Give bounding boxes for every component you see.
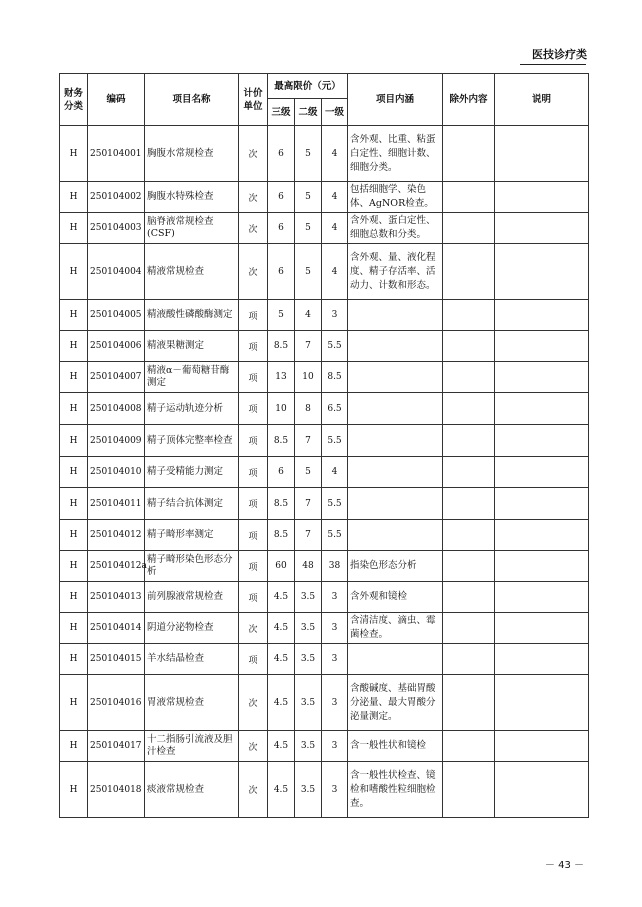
- cell-category: H: [60, 362, 88, 393]
- cell-price-level2: 3.5: [295, 731, 322, 762]
- cell-price-level2: 3.5: [295, 582, 322, 613]
- cell-code: 250104006: [88, 331, 145, 362]
- col-level3-header: 三级: [268, 99, 295, 126]
- cell-notes: [495, 362, 589, 393]
- cell-content: [348, 520, 443, 551]
- cell-category: H: [60, 582, 88, 613]
- cell-code: 250104004: [88, 244, 145, 300]
- cell-price-level1: 3: [322, 762, 348, 818]
- cell-name: 精液酸性磷酸酶测定: [145, 300, 239, 331]
- cell-unit: 项: [239, 331, 268, 362]
- cell-name: 精子顶体完整率检查: [145, 425, 239, 457]
- cell-notes: [495, 731, 589, 762]
- cell-unit: 次: [239, 731, 268, 762]
- cell-price-level2: 5: [295, 182, 322, 213]
- cell-name: 精液α－葡萄糖苷酶测定: [145, 362, 239, 393]
- cell-price-level3: 6: [268, 213, 295, 244]
- cell-code: 250104010: [88, 457, 145, 488]
- cell-name: 脑脊液常规检查(CSF): [145, 213, 239, 244]
- cell-notes: [495, 244, 589, 300]
- cell-exclusions: [443, 762, 495, 818]
- page-number: － 43 －: [544, 860, 584, 871]
- cell-name: 阴道分泌物检查: [145, 613, 239, 644]
- cell-unit: 次: [239, 126, 268, 182]
- cell-price-level2: 48: [295, 551, 322, 582]
- cell-notes: [495, 488, 589, 520]
- price-table: [59, 73, 589, 818]
- cell-unit: 次: [239, 213, 268, 244]
- header-rule: [520, 64, 586, 65]
- cell-category: H: [60, 126, 88, 182]
- cell-category: H: [60, 457, 88, 488]
- cell-unit: 项: [239, 551, 268, 582]
- cell-code: 250104013: [88, 582, 145, 613]
- cell-price-level3: 6: [268, 126, 295, 182]
- cell-code: 250104003: [88, 213, 145, 244]
- cell-unit: 项: [239, 362, 268, 393]
- cell-category: H: [60, 213, 88, 244]
- cell-content: 指染色形态分析: [348, 551, 443, 582]
- cell-category: H: [60, 300, 88, 331]
- cell-category: H: [60, 613, 88, 644]
- cell-exclusions: [443, 644, 495, 675]
- table-row: [60, 613, 589, 644]
- cell-price-level1: 3: [322, 582, 348, 613]
- cell-price-level2: 5: [295, 213, 322, 244]
- cell-notes: [495, 582, 589, 613]
- table-row: [60, 182, 589, 213]
- cell-price-level3: 6: [268, 182, 295, 213]
- cell-content: 含一般性状和镜检: [348, 731, 443, 762]
- cell-code: 250104011: [88, 488, 145, 520]
- cell-unit: 次: [239, 244, 268, 300]
- cell-price-level3: 13: [268, 362, 295, 393]
- cell-notes: [495, 675, 589, 731]
- cell-category: H: [60, 182, 88, 213]
- cell-code: 250104009: [88, 425, 145, 457]
- col-unit-header: 计价单位: [239, 74, 268, 126]
- cell-price-level1: 4: [322, 182, 348, 213]
- cell-price-level3: 5: [268, 300, 295, 331]
- cell-code: 250104012a: [88, 551, 145, 582]
- cell-category: H: [60, 520, 88, 551]
- cell-price-level1: 5.5: [322, 488, 348, 520]
- cell-exclusions: [443, 520, 495, 551]
- cell-content: [348, 488, 443, 520]
- cell-content: [348, 425, 443, 457]
- cell-category: H: [60, 551, 88, 582]
- cell-price-level3: 4.5: [268, 644, 295, 675]
- table-row: [60, 362, 589, 393]
- cell-price-level1: 3: [322, 675, 348, 731]
- cell-notes: [495, 520, 589, 551]
- cell-unit: 项: [239, 393, 268, 425]
- cell-price-level1: 3: [322, 731, 348, 762]
- cell-exclusions: [443, 613, 495, 644]
- cell-price-level3: 8.5: [268, 331, 295, 362]
- col-max-price-header: 最高限价（元）: [268, 74, 348, 99]
- cell-content: 含外观、量、液化程度、精子存活率、活动力、计数和形态。: [348, 244, 443, 300]
- cell-unit: 项: [239, 488, 268, 520]
- cell-name: 精子畸形染色形态分析: [145, 551, 239, 582]
- cell-content: [348, 393, 443, 425]
- cell-unit: 次: [239, 675, 268, 731]
- cell-code: 250104007: [88, 362, 145, 393]
- cell-price-level3: 8.5: [268, 488, 295, 520]
- cell-exclusions: [443, 675, 495, 731]
- cell-notes: [495, 182, 589, 213]
- cell-content: 含酸碱度、基础胃酸分泌量、最大胃酸分泌量测定。: [348, 675, 443, 731]
- col-level2-header: 二级: [295, 99, 322, 126]
- table-row: [60, 393, 589, 425]
- cell-notes: [495, 331, 589, 362]
- cell-price-level2: 5: [295, 126, 322, 182]
- cell-category: H: [60, 425, 88, 457]
- col-exclusions-header: 除外内容: [443, 74, 495, 126]
- cell-content: 含外观、比重、粘蛋白定性、细胞计数、细胞分类。: [348, 126, 443, 182]
- cell-price-level2: 7: [295, 520, 322, 551]
- cell-code: 250104001: [88, 126, 145, 182]
- cell-price-level1: 4: [322, 457, 348, 488]
- cell-price-level1: 4: [322, 213, 348, 244]
- table-row: [60, 300, 589, 331]
- cell-price-level1: 5.5: [322, 425, 348, 457]
- cell-category: H: [60, 731, 88, 762]
- cell-content: [348, 331, 443, 362]
- cell-category: H: [60, 675, 88, 731]
- cell-name: 精子受精能力测定: [145, 457, 239, 488]
- col-code-header: 编码: [88, 74, 145, 126]
- col-level1-header: 一级: [322, 99, 348, 126]
- cell-category: H: [60, 331, 88, 362]
- cell-code: 250104015: [88, 644, 145, 675]
- cell-notes: [495, 213, 589, 244]
- cell-name: 精子畸形率测定: [145, 520, 239, 551]
- cell-price-level1: 38: [322, 551, 348, 582]
- cell-price-level2: 7: [295, 425, 322, 457]
- cell-name: 精液常规检查: [145, 244, 239, 300]
- cell-price-level2: 3.5: [295, 644, 322, 675]
- cell-category: H: [60, 488, 88, 520]
- table-row: [60, 425, 589, 457]
- cell-content: [348, 362, 443, 393]
- cell-content: [348, 300, 443, 331]
- cell-price-level2: 7: [295, 331, 322, 362]
- cell-category: H: [60, 762, 88, 818]
- cell-exclusions: [443, 731, 495, 762]
- cell-name: 精子运动轨迹分析: [145, 393, 239, 425]
- cell-price-level3: 4.5: [268, 613, 295, 644]
- table-row: [60, 331, 589, 362]
- cell-price-level3: 6: [268, 457, 295, 488]
- cell-exclusions: [443, 582, 495, 613]
- cell-exclusions: [443, 213, 495, 244]
- cell-price-level2: 3.5: [295, 762, 322, 818]
- cell-price-level1: 4: [322, 244, 348, 300]
- cell-code: 250104017: [88, 731, 145, 762]
- cell-exclusions: [443, 488, 495, 520]
- cell-notes: [495, 457, 589, 488]
- cell-price-level2: 3.5: [295, 675, 322, 731]
- cell-price-level3: 6: [268, 244, 295, 300]
- cell-notes: [495, 425, 589, 457]
- cell-price-level2: 4: [295, 300, 322, 331]
- cell-unit: 次: [239, 762, 268, 818]
- cell-exclusions: [443, 457, 495, 488]
- cell-code: 250104018: [88, 762, 145, 818]
- cell-price-level1: 6.5: [322, 393, 348, 425]
- cell-code: 250104012: [88, 520, 145, 551]
- cell-content: 包括细胞学、染色体、AgNOR检查。: [348, 182, 443, 213]
- cell-price-level1: 5.5: [322, 520, 348, 551]
- cell-unit: 项: [239, 520, 268, 551]
- cell-exclusions: [443, 551, 495, 582]
- cell-unit: 项: [239, 582, 268, 613]
- cell-notes: [495, 126, 589, 182]
- cell-name: 精子结合抗体测定: [145, 488, 239, 520]
- cell-code: 250104016: [88, 675, 145, 731]
- table-row: [60, 213, 589, 244]
- cell-notes: [495, 762, 589, 818]
- table-row: [60, 551, 589, 582]
- cell-name: 羊水结晶检查: [145, 644, 239, 675]
- cell-content: 含外观和镜检: [348, 582, 443, 613]
- cell-price-level1: 3: [322, 300, 348, 331]
- cell-exclusions: [443, 244, 495, 300]
- cell-name: 胸腹水特殊检查: [145, 182, 239, 213]
- cell-code: 250104005: [88, 300, 145, 331]
- cell-notes: [495, 551, 589, 582]
- cell-price-level3: 10: [268, 393, 295, 425]
- cell-price-level2: 8: [295, 393, 322, 425]
- cell-notes: [495, 644, 589, 675]
- cell-exclusions: [443, 362, 495, 393]
- table-row: [60, 644, 589, 675]
- cell-name: 十二指肠引流液及胆汁检查: [145, 731, 239, 762]
- cell-content: [348, 457, 443, 488]
- section-title: 医技诊疗类: [532, 48, 587, 61]
- cell-category: H: [60, 393, 88, 425]
- cell-price-level3: 4.5: [268, 731, 295, 762]
- cell-price-level1: 8.5: [322, 362, 348, 393]
- table-row: [60, 520, 589, 551]
- cell-exclusions: [443, 126, 495, 182]
- cell-exclusions: [443, 300, 495, 331]
- col-content-header: 项目内涵: [348, 74, 443, 126]
- cell-unit: 项: [239, 300, 268, 331]
- col-name-header: 项目名称: [145, 74, 239, 126]
- cell-price-level2: 5: [295, 457, 322, 488]
- cell-content: 含一般性状检查、镜检和嗜酸性粒细胞检查。: [348, 762, 443, 818]
- cell-price-level2: 7: [295, 488, 322, 520]
- table-row: [60, 126, 589, 182]
- cell-unit: 项: [239, 457, 268, 488]
- cell-price-level3: 60: [268, 551, 295, 582]
- cell-price-level3: 4.5: [268, 675, 295, 731]
- cell-code: 250104008: [88, 393, 145, 425]
- cell-code: 250104002: [88, 182, 145, 213]
- cell-exclusions: [443, 182, 495, 213]
- cell-price-level1: 3: [322, 644, 348, 675]
- cell-unit: 项: [239, 425, 268, 457]
- cell-content: 含外观、蛋白定性、细胞总数和分类。: [348, 213, 443, 244]
- cell-category: H: [60, 244, 88, 300]
- table-row: [60, 582, 589, 613]
- cell-price-level2: 10: [295, 362, 322, 393]
- cell-unit: 项: [239, 644, 268, 675]
- table-row: [60, 762, 589, 818]
- cell-price-level3: 8.5: [268, 520, 295, 551]
- cell-price-level3: 8.5: [268, 425, 295, 457]
- table-row: [60, 675, 589, 731]
- cell-price-level1: 4: [322, 126, 348, 182]
- table-row: [60, 731, 589, 762]
- cell-price-level1: 3: [322, 613, 348, 644]
- cell-unit: 次: [239, 182, 268, 213]
- cell-price-level3: 4.5: [268, 762, 295, 818]
- cell-price-level3: 4.5: [268, 582, 295, 613]
- cell-exclusions: [443, 393, 495, 425]
- cell-name: 痰液常规检查: [145, 762, 239, 818]
- cell-price-level2: 3.5: [295, 613, 322, 644]
- cell-notes: [495, 300, 589, 331]
- cell-notes: [495, 393, 589, 425]
- cell-content: [348, 644, 443, 675]
- cell-name: 胃液常规检查: [145, 675, 239, 731]
- cell-notes: [495, 613, 589, 644]
- cell-name: 精液果糖测定: [145, 331, 239, 362]
- table-row: [60, 244, 589, 300]
- cell-name: 前列腺液常规检查: [145, 582, 239, 613]
- cell-exclusions: [443, 331, 495, 362]
- cell-category: H: [60, 644, 88, 675]
- cell-exclusions: [443, 425, 495, 457]
- cell-unit: 次: [239, 613, 268, 644]
- table-row: [60, 488, 589, 520]
- cell-price-level2: 5: [295, 244, 322, 300]
- cell-name: 胸腹水常规检查: [145, 126, 239, 182]
- col-notes-header: 说明: [495, 74, 589, 126]
- cell-price-level1: 5.5: [322, 331, 348, 362]
- table-row: [60, 457, 589, 488]
- cell-content: 含清洁度、滴虫、霉菌检查。: [348, 613, 443, 644]
- cell-code: 250104014: [88, 613, 145, 644]
- col-category-header: 财务分类: [60, 74, 88, 126]
